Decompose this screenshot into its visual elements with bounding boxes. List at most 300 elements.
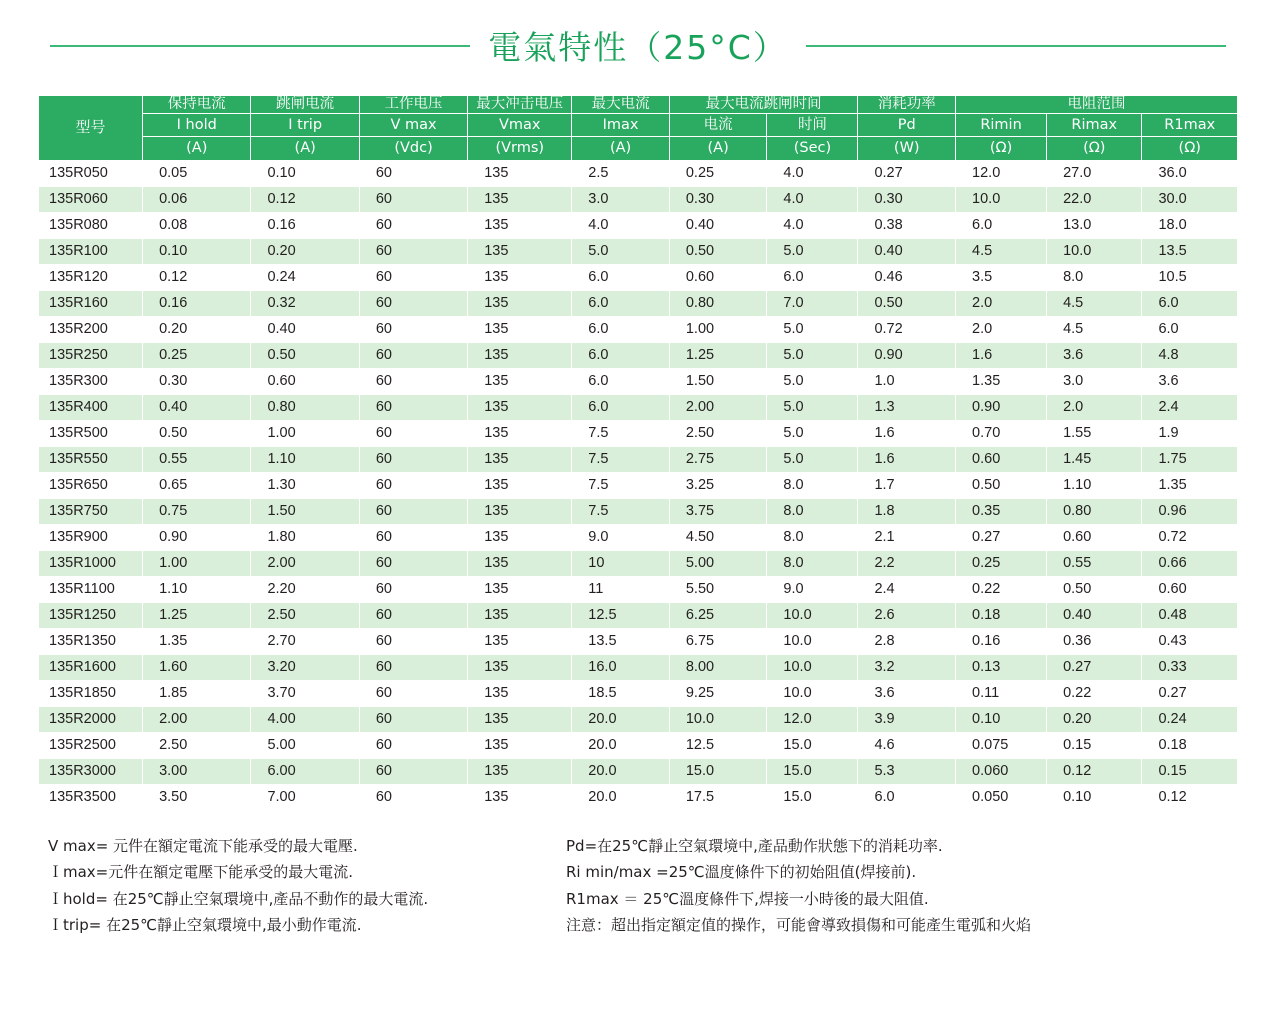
cell-value: 0.10 xyxy=(956,707,1047,733)
cell-value: 60 xyxy=(359,473,467,499)
cell-model: 135R550 xyxy=(39,447,143,473)
cell-value: 15.0 xyxy=(767,785,858,811)
cell-value: 3.70 xyxy=(251,681,359,707)
cell-value: 135 xyxy=(468,239,572,265)
title-rule-right xyxy=(806,45,1226,47)
cell-value: 0.12 xyxy=(1047,759,1142,785)
cell-value: 135 xyxy=(468,525,572,551)
cell-value: 60 xyxy=(359,343,467,369)
cell-value: 5.00 xyxy=(669,551,767,577)
cell-value: 0.40 xyxy=(858,239,956,265)
cell-model: 135R250 xyxy=(39,343,143,369)
header-unit-imax: (A) xyxy=(572,137,670,161)
cell-value: 12.0 xyxy=(767,707,858,733)
cell-value: 27.0 xyxy=(1047,161,1142,187)
notes-section xyxy=(0,833,1276,938)
cell-model: 135R3000 xyxy=(39,759,143,785)
cell-value: 0.50 xyxy=(251,343,359,369)
header-power-group: 消耗功率 xyxy=(858,96,956,114)
cell-value: 60 xyxy=(359,213,467,239)
cell-value: 5.0 xyxy=(572,239,670,265)
cell-value: 0.75 xyxy=(143,499,251,525)
cell-value: 0.40 xyxy=(669,213,767,239)
cell-value: 0.65 xyxy=(143,473,251,499)
cell-value: 10 xyxy=(572,551,670,577)
cell-value: 135 xyxy=(468,343,572,369)
cell-value: 0.80 xyxy=(1047,499,1142,525)
cell-value: 1.55 xyxy=(1047,421,1142,447)
cell-value: 135 xyxy=(468,291,572,317)
cell-value: 2.50 xyxy=(251,603,359,629)
cell-value: 1.6 xyxy=(858,447,956,473)
cell-value: 0.22 xyxy=(956,577,1047,603)
cell-value: 135 xyxy=(468,421,572,447)
spec-table-wrapper xyxy=(38,95,1238,811)
cell-value: 1.3 xyxy=(858,395,956,421)
cell-value: 60 xyxy=(359,681,467,707)
cell-value: 60 xyxy=(359,447,467,473)
table-row xyxy=(39,473,1238,499)
note-line-right: Pd=在25℃靜止空氣環境中,產品動作狀態下的消耗功率. xyxy=(566,837,943,856)
cell-value: 5.0 xyxy=(767,421,858,447)
cell-value: 1.00 xyxy=(251,421,359,447)
cell-value: 0.18 xyxy=(1142,733,1238,759)
cell-value: 0.20 xyxy=(143,317,251,343)
cell-value: 135 xyxy=(468,681,572,707)
cell-value: 2.2 xyxy=(858,551,956,577)
note-line-left: Ｉmax=元件在額定電壓下能承受的最大電流. xyxy=(48,863,354,882)
notes-column-left xyxy=(48,833,548,938)
cell-value: 6.25 xyxy=(669,603,767,629)
table-row xyxy=(39,603,1238,629)
cell-value: 0.060 xyxy=(956,759,1047,785)
table-row xyxy=(39,187,1238,213)
cell-value: 0.15 xyxy=(1142,759,1238,785)
cell-value: 7.5 xyxy=(572,499,670,525)
cell-value: 3.0 xyxy=(1047,369,1142,395)
cell-model: 135R3500 xyxy=(39,785,143,811)
cell-value: 0.60 xyxy=(956,447,1047,473)
cell-value: 6.0 xyxy=(572,317,670,343)
cell-value: 11 xyxy=(572,577,670,603)
cell-value: 9.0 xyxy=(572,525,670,551)
cell-value: 1.6 xyxy=(858,421,956,447)
cell-value: 3.25 xyxy=(669,473,767,499)
cell-value: 0.16 xyxy=(251,213,359,239)
cell-value: 12.0 xyxy=(956,161,1047,187)
cell-value: 135 xyxy=(468,707,572,733)
cell-value: 0.25 xyxy=(956,551,1047,577)
cell-value: 1.10 xyxy=(1047,473,1142,499)
table-row xyxy=(39,317,1238,343)
cell-value: 0.50 xyxy=(956,473,1047,499)
cell-value: 135 xyxy=(468,369,572,395)
table-row xyxy=(39,499,1238,525)
cell-value: 60 xyxy=(359,317,467,343)
cell-value: 7.00 xyxy=(251,785,359,811)
header-symbol-trip-time: 时间 xyxy=(767,113,858,137)
cell-value: 3.00 xyxy=(143,759,251,785)
cell-value: 6.0 xyxy=(1142,317,1238,343)
cell-value: 13.5 xyxy=(1142,239,1238,265)
header-trip-time-group: 最大电流跳闸时间 xyxy=(669,96,858,114)
cell-value: 1.80 xyxy=(251,525,359,551)
cell-value: 0.40 xyxy=(251,317,359,343)
cell-value: 5.0 xyxy=(767,395,858,421)
table-head xyxy=(39,96,1238,161)
cell-value: 0.43 xyxy=(1142,629,1238,655)
cell-value: 2.8 xyxy=(858,629,956,655)
cell-value: 12.5 xyxy=(572,603,670,629)
cell-value: 2.5 xyxy=(572,161,670,187)
note-line-left: Ｉtrip= 在25℃靜止空氣環境中,最小動作電流. xyxy=(48,915,362,934)
cell-value: 2.0 xyxy=(956,317,1047,343)
cell-value: 0.90 xyxy=(956,395,1047,421)
cell-value: 10.0 xyxy=(767,655,858,681)
cell-value: 0.11 xyxy=(956,681,1047,707)
cell-value: 60 xyxy=(359,161,467,187)
cell-value: 0.075 xyxy=(956,733,1047,759)
header-unit-trip-time: (Sec) xyxy=(767,137,858,161)
cell-value: 8.00 xyxy=(669,655,767,681)
cell-value: 0.40 xyxy=(1047,603,1142,629)
cell-value: 13.5 xyxy=(572,629,670,655)
cell-value: 0.60 xyxy=(1047,525,1142,551)
table-row xyxy=(39,369,1238,395)
table-row xyxy=(39,629,1238,655)
cell-value: 135 xyxy=(468,577,572,603)
table-row xyxy=(39,681,1238,707)
table-row xyxy=(39,577,1238,603)
cell-value: 18.5 xyxy=(572,681,670,707)
cell-model: 135R1250 xyxy=(39,603,143,629)
header-resistance-group: 电阻范围 xyxy=(956,96,1238,114)
cell-value: 60 xyxy=(359,603,467,629)
cell-value: 0.80 xyxy=(669,291,767,317)
cell-value: 135 xyxy=(468,499,572,525)
cell-value: 4.0 xyxy=(767,187,858,213)
cell-value: 6.0 xyxy=(956,213,1047,239)
cell-value: 0.50 xyxy=(858,291,956,317)
cell-value: 60 xyxy=(359,421,467,447)
cell-value: 6.0 xyxy=(572,265,670,291)
cell-value: 0.72 xyxy=(1142,525,1238,551)
cell-value: 0.25 xyxy=(143,343,251,369)
cell-value: 8.0 xyxy=(1047,265,1142,291)
note-line-left: Ｉhold= 在25℃靜止空氣環境中,產品不動作的最大電流. xyxy=(48,889,429,908)
cell-value: 0.27 xyxy=(1142,681,1238,707)
cell-value: 8.0 xyxy=(767,473,858,499)
header-symbol-vmax: V max xyxy=(359,113,467,137)
header-row-symbols xyxy=(39,113,1238,137)
header-symbol-itrip: I trip xyxy=(251,113,359,137)
cell-value: 1.9 xyxy=(1142,421,1238,447)
header-symbol-imax: Imax xyxy=(572,113,670,137)
header-symbol-trip-current: 电流 xyxy=(669,113,767,137)
cell-value: 1.85 xyxy=(143,681,251,707)
cell-model: 135R650 xyxy=(39,473,143,499)
header-row-groups xyxy=(39,96,1238,114)
cell-value: 0.10 xyxy=(251,161,359,187)
cell-value: 0.96 xyxy=(1142,499,1238,525)
cell-value: 0.35 xyxy=(956,499,1047,525)
cell-value: 0.50 xyxy=(143,421,251,447)
cell-value: 5.0 xyxy=(767,447,858,473)
cell-value: 0.90 xyxy=(858,343,956,369)
cell-value: 1.35 xyxy=(1142,473,1238,499)
cell-value: 60 xyxy=(359,629,467,655)
cell-value: 2.50 xyxy=(143,733,251,759)
table-row xyxy=(39,343,1238,369)
cell-value: 3.0 xyxy=(572,187,670,213)
cell-value: 12.5 xyxy=(669,733,767,759)
cell-value: 1.00 xyxy=(669,317,767,343)
cell-value: 2.1 xyxy=(858,525,956,551)
title-rule-left xyxy=(50,45,470,47)
cell-model: 135R900 xyxy=(39,525,143,551)
cell-model: 135R2000 xyxy=(39,707,143,733)
cell-value: 6.0 xyxy=(572,343,670,369)
cell-value: 7.5 xyxy=(572,473,670,499)
cell-value: 2.6 xyxy=(858,603,956,629)
cell-value: 2.00 xyxy=(669,395,767,421)
cell-value: 0.50 xyxy=(669,239,767,265)
cell-value: 0.12 xyxy=(1142,785,1238,811)
cell-value: 3.20 xyxy=(251,655,359,681)
cell-model: 135R1000 xyxy=(39,551,143,577)
cell-model: 135R1100 xyxy=(39,577,143,603)
table-row xyxy=(39,525,1238,551)
notes-column-right xyxy=(566,833,1206,938)
cell-value: 0.60 xyxy=(669,265,767,291)
table-row xyxy=(39,447,1238,473)
cell-value: 20.0 xyxy=(572,785,670,811)
cell-value: 0.46 xyxy=(858,265,956,291)
cell-value: 0.30 xyxy=(669,187,767,213)
cell-value: 1.35 xyxy=(956,369,1047,395)
cell-value: 7.5 xyxy=(572,447,670,473)
cell-value: 0.08 xyxy=(143,213,251,239)
cell-value: 135 xyxy=(468,395,572,421)
page-title: 電氣特性（25°C） xyxy=(488,28,788,67)
cell-value: 10.0 xyxy=(767,681,858,707)
cell-value: 0.72 xyxy=(858,317,956,343)
cell-value: 60 xyxy=(359,369,467,395)
table-row xyxy=(39,239,1238,265)
cell-value: 135 xyxy=(468,317,572,343)
cell-value: 1.8 xyxy=(858,499,956,525)
cell-model: 135R1350 xyxy=(39,629,143,655)
header-unit-r1max: (Ω) xyxy=(1142,137,1238,161)
cell-value: 60 xyxy=(359,525,467,551)
cell-value: 0.06 xyxy=(143,187,251,213)
table-row xyxy=(39,265,1238,291)
cell-value: 60 xyxy=(359,655,467,681)
cell-value: 6.0 xyxy=(767,265,858,291)
cell-value: 4.0 xyxy=(767,161,858,187)
cell-value: 60 xyxy=(359,265,467,291)
header-unit-vmax: (Vdc) xyxy=(359,137,467,161)
cell-value: 135 xyxy=(468,603,572,629)
cell-value: 0.60 xyxy=(1142,577,1238,603)
cell-value: 0.80 xyxy=(251,395,359,421)
cell-value: 16.0 xyxy=(572,655,670,681)
cell-value: 135 xyxy=(468,447,572,473)
cell-value: 5.3 xyxy=(858,759,956,785)
cell-value: 0.050 xyxy=(956,785,1047,811)
cell-value: 30.0 xyxy=(1142,187,1238,213)
cell-value: 135 xyxy=(468,785,572,811)
header-symbol-vsurge: Vmax xyxy=(468,113,572,137)
cell-value: 135 xyxy=(468,187,572,213)
cell-value: 1.45 xyxy=(1047,447,1142,473)
cell-value: 60 xyxy=(359,239,467,265)
cell-value: 9.25 xyxy=(669,681,767,707)
cell-value: 0.16 xyxy=(956,629,1047,655)
table-row xyxy=(39,395,1238,421)
page-title-row xyxy=(0,0,1276,69)
cell-value: 0.12 xyxy=(251,187,359,213)
header-itrip-group: 跳闸电流 xyxy=(251,96,359,114)
cell-value: 0.30 xyxy=(143,369,251,395)
cell-model: 135R500 xyxy=(39,421,143,447)
header-unit-trip-current: (A) xyxy=(669,137,767,161)
cell-value: 2.4 xyxy=(1142,395,1238,421)
cell-value: 3.50 xyxy=(143,785,251,811)
cell-value: 6.0 xyxy=(572,369,670,395)
cell-value: 5.50 xyxy=(669,577,767,603)
cell-value: 4.50 xyxy=(669,525,767,551)
cell-value: 15.0 xyxy=(767,759,858,785)
header-symbol-ihold: I hold xyxy=(143,113,251,137)
cell-value: 3.6 xyxy=(1047,343,1142,369)
cell-value: 135 xyxy=(468,629,572,655)
cell-value: 0.05 xyxy=(143,161,251,187)
cell-value: 0.27 xyxy=(858,161,956,187)
cell-model: 135R1850 xyxy=(39,681,143,707)
cell-value: 2.20 xyxy=(251,577,359,603)
cell-value: 0.60 xyxy=(251,369,359,395)
cell-value: 13.0 xyxy=(1047,213,1142,239)
cell-value: 5.0 xyxy=(767,369,858,395)
cell-value: 135 xyxy=(468,655,572,681)
cell-value: 1.10 xyxy=(251,447,359,473)
cell-value: 5.0 xyxy=(767,239,858,265)
cell-value: 0.90 xyxy=(143,525,251,551)
cell-value: 60 xyxy=(359,395,467,421)
cell-value: 1.6 xyxy=(956,343,1047,369)
cell-value: 1.35 xyxy=(143,629,251,655)
cell-value: 135 xyxy=(468,473,572,499)
cell-value: 60 xyxy=(359,707,467,733)
cell-value: 3.6 xyxy=(858,681,956,707)
cell-value: 3.5 xyxy=(956,265,1047,291)
cell-value: 6.00 xyxy=(251,759,359,785)
cell-value: 0.10 xyxy=(1047,785,1142,811)
cell-value: 2.00 xyxy=(251,551,359,577)
header-vsurge-group: 最大冲击电压 xyxy=(468,96,572,114)
cell-value: 60 xyxy=(359,785,467,811)
table-row xyxy=(39,707,1238,733)
header-unit-ihold: (A) xyxy=(143,137,251,161)
cell-value: 10.0 xyxy=(767,629,858,655)
cell-value: 4.00 xyxy=(251,707,359,733)
cell-model: 135R080 xyxy=(39,213,143,239)
cell-value: 0.18 xyxy=(956,603,1047,629)
table-row xyxy=(39,733,1238,759)
cell-value: 2.70 xyxy=(251,629,359,655)
cell-value: 22.0 xyxy=(1047,187,1142,213)
table-row xyxy=(39,421,1238,447)
cell-value: 0.70 xyxy=(956,421,1047,447)
cell-value: 0.22 xyxy=(1047,681,1142,707)
table-row xyxy=(39,759,1238,785)
cell-model: 135R2500 xyxy=(39,733,143,759)
cell-value: 2.75 xyxy=(669,447,767,473)
cell-value: 2.0 xyxy=(956,291,1047,317)
cell-model: 135R160 xyxy=(39,291,143,317)
cell-value: 4.5 xyxy=(1047,291,1142,317)
cell-model: 135R100 xyxy=(39,239,143,265)
cell-value: 1.50 xyxy=(251,499,359,525)
cell-value: 0.33 xyxy=(1142,655,1238,681)
cell-value: 4.0 xyxy=(767,213,858,239)
cell-value: 0.27 xyxy=(956,525,1047,551)
cell-value: 0.30 xyxy=(858,187,956,213)
cell-model: 135R400 xyxy=(39,395,143,421)
cell-model: 135R120 xyxy=(39,265,143,291)
cell-value: 0.50 xyxy=(1047,577,1142,603)
table-row xyxy=(39,291,1238,317)
cell-value: 9.0 xyxy=(767,577,858,603)
cell-value: 60 xyxy=(359,499,467,525)
cell-value: 0.10 xyxy=(143,239,251,265)
cell-value: 0.12 xyxy=(143,265,251,291)
cell-value: 4.8 xyxy=(1142,343,1238,369)
header-symbol-r1max: R1max xyxy=(1142,113,1238,137)
cell-value: 15.0 xyxy=(767,733,858,759)
cell-value: 7.5 xyxy=(572,421,670,447)
table-row xyxy=(39,213,1238,239)
cell-value: 0.13 xyxy=(956,655,1047,681)
cell-value: 36.0 xyxy=(1142,161,1238,187)
header-unit-pd: (W) xyxy=(858,137,956,161)
cell-value: 20.0 xyxy=(572,759,670,785)
cell-value: 60 xyxy=(359,551,467,577)
cell-value: 2.0 xyxy=(1047,395,1142,421)
cell-value: 10.5 xyxy=(1142,265,1238,291)
cell-value: 2.4 xyxy=(858,577,956,603)
cell-value: 3.6 xyxy=(1142,369,1238,395)
cell-value: 10.0 xyxy=(767,603,858,629)
note-line-right: Ri min/max =25℃溫度條件下的初始阻值(焊接前). xyxy=(566,863,917,882)
cell-value: 0.24 xyxy=(1142,707,1238,733)
header-unit-itrip: (A) xyxy=(251,137,359,161)
cell-value: 8.0 xyxy=(767,499,858,525)
cell-value: 0.55 xyxy=(143,447,251,473)
cell-value: 17.5 xyxy=(669,785,767,811)
cell-value: 20.0 xyxy=(572,707,670,733)
cell-value: 0.55 xyxy=(1047,551,1142,577)
table-body xyxy=(39,161,1238,811)
cell-value: 10.0 xyxy=(956,187,1047,213)
cell-value: 0.32 xyxy=(251,291,359,317)
cell-model: 135R200 xyxy=(39,317,143,343)
cell-value: 1.60 xyxy=(143,655,251,681)
cell-value: 0.36 xyxy=(1047,629,1142,655)
cell-value: 1.75 xyxy=(1142,447,1238,473)
cell-value: 135 xyxy=(468,759,572,785)
